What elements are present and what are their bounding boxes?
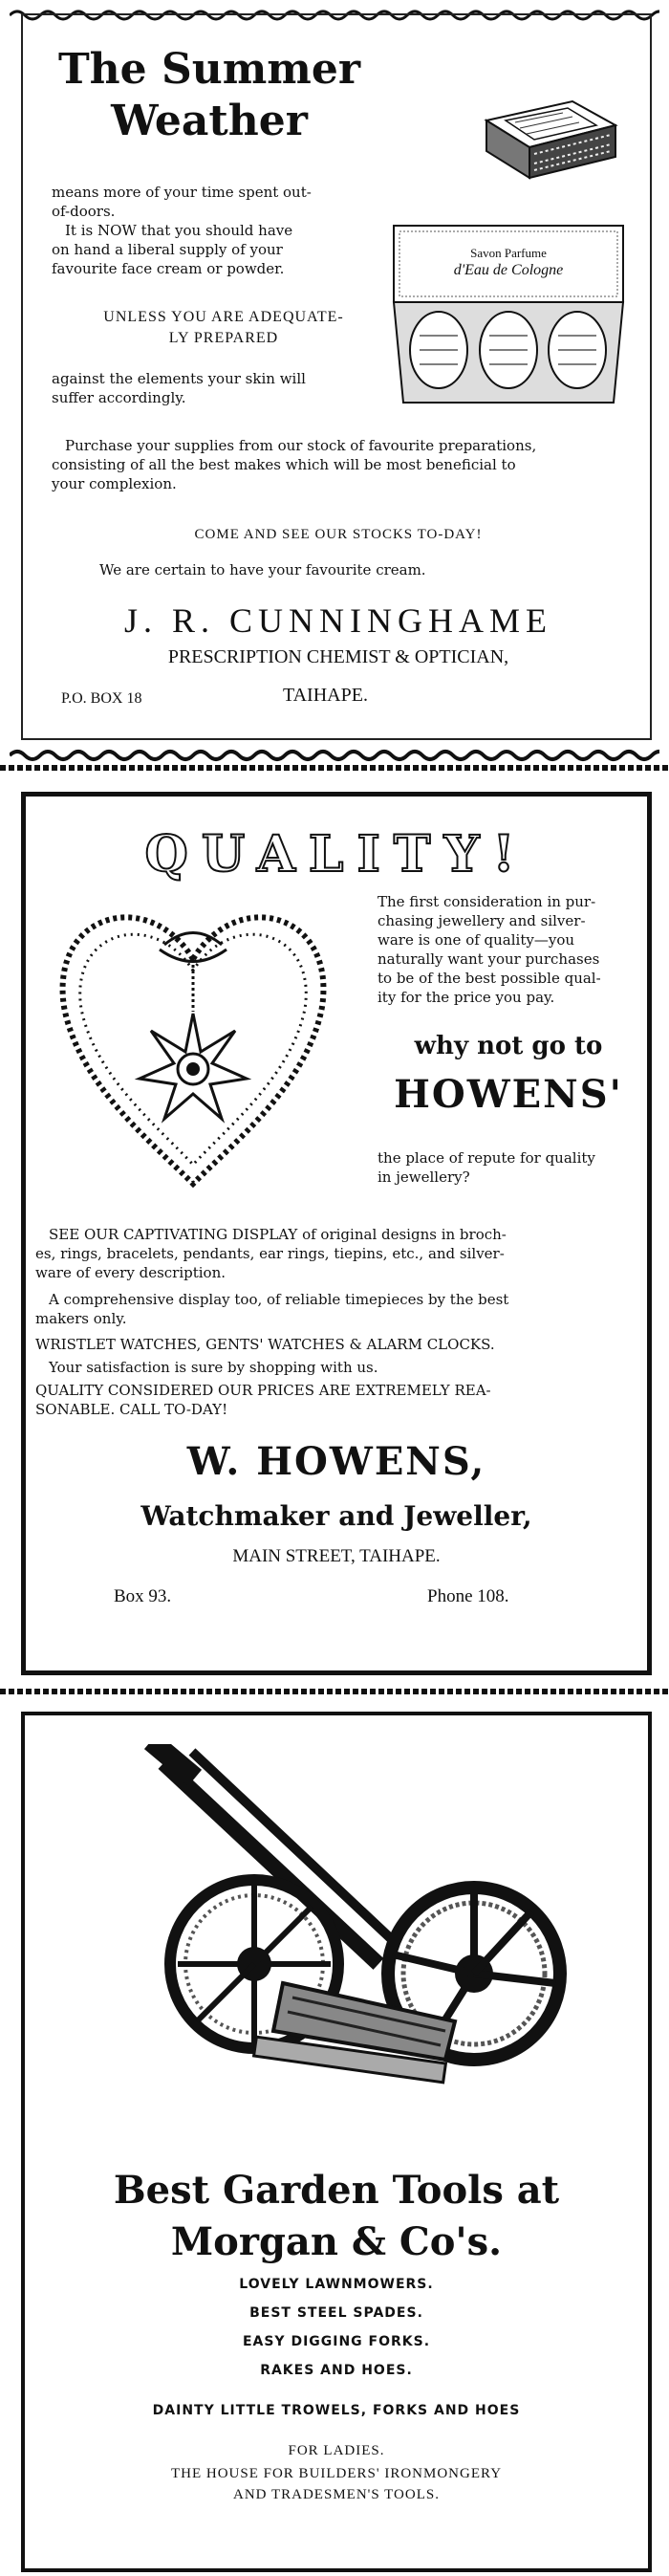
quality-intro: The first consideration in pur- chasing jewellery and silver- ware is one of quality—you naturally want your purchases to be of the best possible qual- ity for the price you pay. [378,893,601,1006]
jeweller-phone: Phone 108. [427,1586,509,1606]
separator-rule [0,1689,669,1694]
timepieces-text: A comprehensive display too, of reliable timepieces by the best makers only. [35,1291,509,1327]
lawnmower-illustration [140,1744,579,2107]
list-item: LOVELY LAWNMOWERS. [239,2277,434,2292]
business-name: J. R. CUNNINGHAME [123,601,552,640]
intro-text: means more of your time spent out- of-doors. It is NOW that you should have on hand a liberal supply of your favourite face cream or powder. [52,184,312,277]
list-item: RAKES AND HOES. [260,2363,413,2378]
ladies-text: FOR LADIES. [288,2443,385,2458]
separator-rule [0,765,669,771]
watches-text: WRISTLET WATCHES, GENTS' WATCHES & ALARM CLOCKS. [35,1336,495,1353]
product-label: Savon Parfume [470,246,547,260]
store-name: HOWENS' [394,1072,623,1117]
heart-necklace-illustration [45,892,341,1198]
po-box: P.O. BOX 18 [61,690,142,707]
prices-text: QUALITY CONSIDERED OUR PRICES ARE EXTREMELY REA- SONABLE. CALL TO-DAY! [35,1382,491,1418]
product-label: d'Eau de Cologne [453,262,564,278]
purchase-text: Purchase your supplies from our stock of favourite preparations, consisting of all the best makes which will be most beneficial to your complexion. [52,437,537,492]
question-text: why not go to [414,1032,603,1060]
display-text: SEE OUR CAPTIVATING DISPLAY of original designs in broch- es, rings, bracelets, pendants, ear rings, tiepins, etc., and silver- ware of every description. [35,1226,507,1281]
call-to-action: COME AND SEE OUR STOCKS TO-DAY! [194,527,483,542]
jeweller-box: Box 93. [114,1586,172,1606]
certain-text: We are certain to have your favourite cream. [99,561,426,579]
trowels-text: DAINTY LITTLE TROWELS, FORKS AND HOES [152,2403,521,2418]
howens-advertisement [21,792,652,1675]
garden-headline: Best Garden Tools at Morgan & Co's. [113,2168,560,2264]
powder-box-illustration [477,82,620,187]
wavy-border-bottom [10,746,659,765]
soap-box-illustration [386,221,630,412]
list-item: BEST STEEL SPADES. [249,2305,423,2321]
quality-heading: QUALITY! [144,825,529,884]
morgan-advertisement [21,1712,652,2572]
house-text: THE HOUSE FOR BUILDERS' IRONMONGERY AND TRADESMEN'S TOOLS. [170,2466,503,2502]
town: TAIHAPE. [283,685,368,706]
consequence-text: against the elements your skin will suffer accordingly. [52,370,306,406]
warning-text: UNLESS YOU ARE ADEQUATE- LY PREPARED [103,309,344,346]
satisfaction-text: Your satisfaction is sure by shopping with us. [49,1359,378,1376]
repute-text: the place of repute for quality in jewellery? [378,1149,595,1186]
business-profession: PRESCRIPTION CHEMIST & OPTICIAN, [167,646,509,667]
star-pendant [140,1014,247,1119]
jeweller-trade: Watchmaker and Jeweller, [140,1500,532,1532]
cunninghame-advertisement [21,13,652,740]
jeweller-address: MAIN STREET, TAIHAPE. [232,1546,441,1566]
ad-title: The Summer Weather [57,45,361,145]
tool-list [25,2270,648,2385]
list-item: EASY DIGGING FORKS. [242,2334,431,2349]
jeweller-name: W. HOWENS, [186,1439,486,1484]
